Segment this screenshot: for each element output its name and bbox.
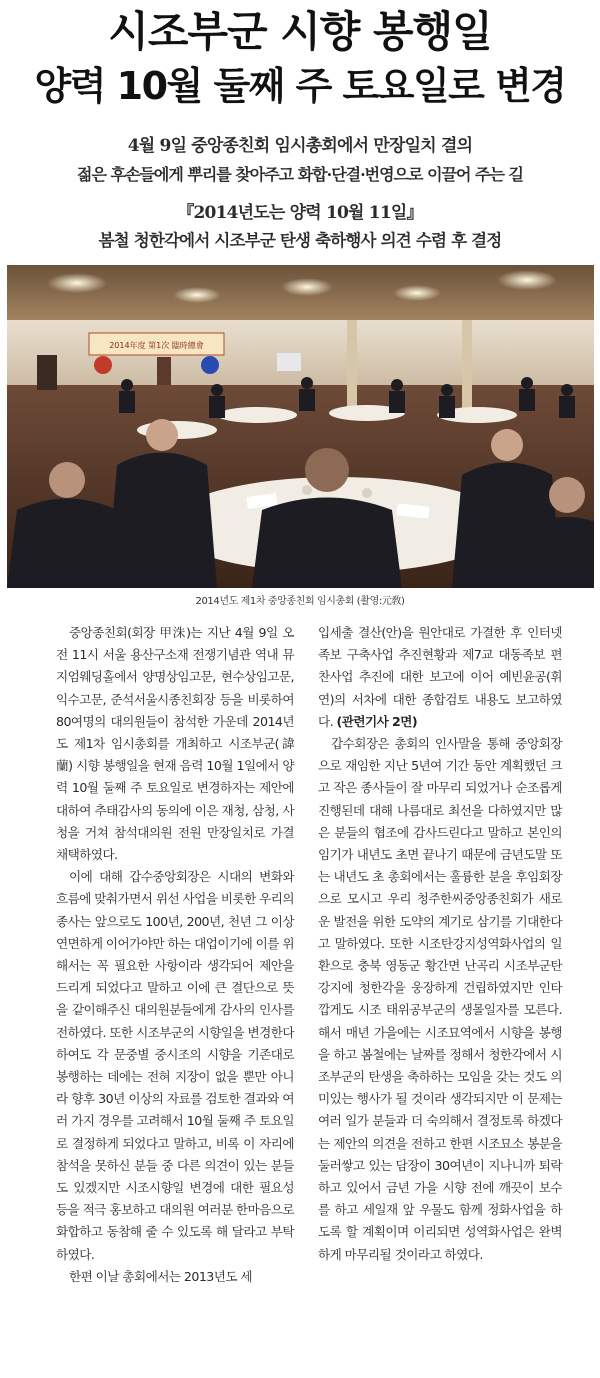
article-paragraph: 한편 이날 총회에서는 2013년도 세: [69, 1268, 253, 1284]
article-paragraph: 갑수회장은 총회의 인사말을 통해 중앙회장으로 재임한 지난 5년여 기간 동안 계획했던 크고 작은 종사들이 잘 마무리 되었거나 순조롭게 진행된데 대해 나름대로 최선을 다하였지만 많은 분들의 협조에 감사드린다고 말하고 본인의 임기가 내년도 초면 끝나기 때문에 금년도말 또는 내년도 초 총회에서는 훌륭한 분을 후임회장으로 모시고 우리 청주한씨중앙종친회가 새로운 발전을 위한 도약의 계기로 삼기를 기대한다고 말하였다. 또한 시조탄강지성역화사업의 일환으로 충북 영동군 황간면 난곡리 시조부군탄강지에 청한각을 웅장하게 건립하였지만 인타깝게도 시조 태위공부군의 생몰일자를 모른다. 해서 매년 가을에는 시조묘역에서 시향을 봉행을 하고 봄철에는 날짜를 정해서 청한각에서 시조부군의 탄생을 축하하는 모임을 갖는 것도 의미있는 행사가 될 것이라 생각되지만 이 문제는 여러 일가 분들과 더 숙의해서 결정토록 하겠다는 제안의 의견을 전하고 한편 시조묘소 봉분을 둘러쌓고 있는 담장이 30여년이 지나니까 퇴락하고 있어서 금년 가을 시향 전에 깨끗이 보수를 하고 세일재 앞 우물도 함께 정화사업을 하도록 할 계획이며 이리되면 성역화사업은 완벽하게 마무리될 것이라고 하였다.: [318, 736, 562, 1262]
banner-text: 2014年度 第1次 臨時總會: [109, 341, 204, 350]
subhead-line-4: 봄철 청한각에서 시조부군 탄생 축하행사 의견 수렴 후 결정: [98, 231, 502, 250]
article-paragraph: 중앙종친회(회장 甲洙)는 지난 4월 9일 오전 11시 서울 용산구소재 전쟁기념관 역내 뮤지엄웨딩홀에서 양명상임고문, 현수상임고문, 익수고문, 준석서울시종친회장 등을 비롯하여 80여명의 대의원들이 참석한 가운데 2014년도 제1차 임시총회를 개최하고 시조부군(諱 蘭) 시향 봉행일을 현재 음력 10월 1일에서 양력 10월 둘째 주 토요일로 변경하자는 제안에 대하여 추태감사의 동의에 이은 재청, 삼청, 사청을 거쳐 참석대의원 전원 만장일치로 가결 채택하였다.: [56, 625, 294, 863]
article-paragraph: [318, 622, 562, 733]
headline-line-2: 양력 10월 둘째 주 토요일로 변경: [34, 64, 566, 108]
subhead-line-3: 『2014년도는 양력 10월 11일』: [177, 203, 423, 223]
article-column-right: [318, 622, 562, 1266]
photo-caption: 2014년도 제1차 중앙종친회 임시총회 (촬영:元敎): [195, 596, 405, 607]
article-column-left: [56, 622, 294, 1288]
headline-line-1: 시조부군 시향 봉행일: [108, 7, 492, 56]
article-text: 입세출 결산(안)을 원안대로 가결한 후 인터넷족보 구축사업 추진현황과 제7교 대동족보 편찬사업 추진에 대한 보고에 이어 예빈윤공(휘 연)의 서차에 대한 종합검토 내용도 보고하였다.: [318, 625, 562, 729]
article-paragraph: 이에 대해 갑수중앙회장은 시대의 변화와 흐름에 맞춰가면서 위선 사업을 비롯한 우리의 종사는 앞으로도 100년, 200년, 천년 그 이상 연면하게 이어가야만 하는 대업이기에 이를 위해서는 꼭 필요한 사항이라 생각되어 제안을 드리게 되었다고 말하고 이에 큰 결단으로 뜻을 같이해주신 대의원분들에게 감사의 인사를 전하였다. 또한 시조부군의 시향일을 변경한다하여도 각 문중별 중시조의 시향을 기존대로 봉행하는 데에는 전혀 지장이 없을 뿐만 아니라 향후 30년 이상의 자료를 검토한 결과와 여러 가지 경우를 고려해서 10월 둘째 주 토요일로 결정하게 되었다고 말하고, 비록 이 자리에 참석을 못하신 분들 중 다른 의견이 있는 분들도 있겠지만 시조시향일 변경에 대한 필요성 등을 적극 홍보하고 대의원 여러분 한마음으로 화합하고 동참해 줄 수 있도록 해 달라고 부탁하였다.: [56, 869, 294, 1262]
meeting-photo-illustration: [7, 265, 594, 588]
related-article-ref: (관련기사 2면): [336, 713, 418, 729]
meeting-photo: [7, 265, 594, 588]
subhead-line-2: 젊은 후손들에게 뿌리를 찾아주고 화합·단결·번영으로 이끌어 주는 길: [77, 165, 523, 184]
subhead-line-1: 4월 9일 중앙종친회 임시총회에서 만장일치 결의: [127, 136, 473, 156]
